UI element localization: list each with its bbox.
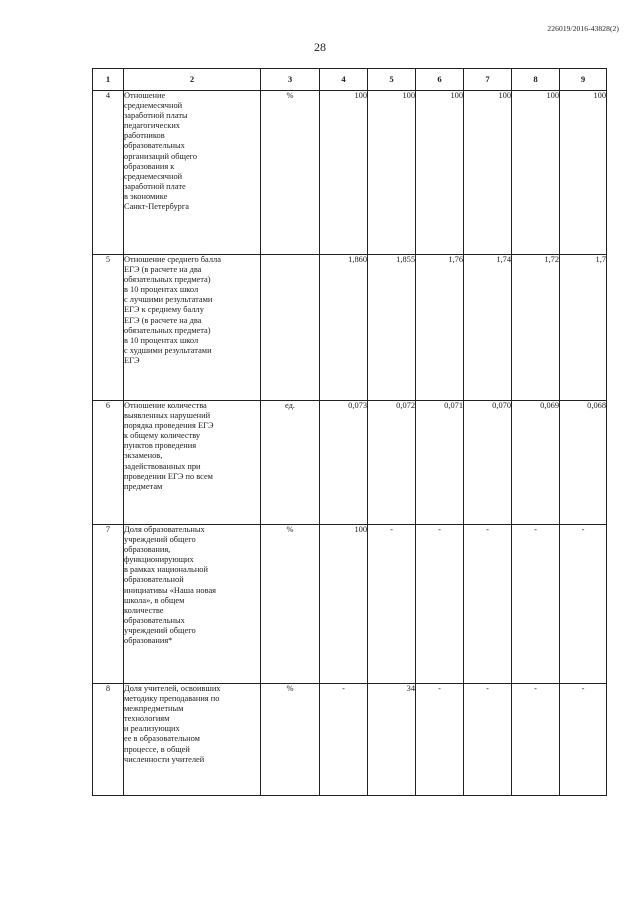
description-line: Отношение среднего балла xyxy=(124,255,221,264)
value-cell: 0,073 xyxy=(320,401,368,525)
description-line: работников xyxy=(124,131,165,141)
value-cell: 1,74 xyxy=(464,255,512,401)
unit-cell: % xyxy=(261,684,320,796)
description-line: Отношение количества xyxy=(124,401,207,410)
value-cell: 100 xyxy=(320,525,368,684)
column-header: 7 xyxy=(464,69,512,91)
description-line: образования* xyxy=(124,636,173,646)
value-cell: 34 xyxy=(368,684,416,796)
description-line: процессе, в общей xyxy=(124,744,190,754)
description-line: педагогических xyxy=(124,121,180,131)
row-number: 7 xyxy=(93,525,124,684)
column-header: 8 xyxy=(512,69,560,91)
table-row xyxy=(93,91,607,255)
indicator-description xyxy=(124,525,261,684)
value-cell: - xyxy=(464,684,512,796)
description-line: задействованных при xyxy=(124,461,201,471)
indicator-description xyxy=(124,401,261,525)
column-header: 5 xyxy=(368,69,416,91)
description-line: Доля образовательных xyxy=(124,525,205,534)
row-number: 8 xyxy=(93,684,124,796)
description-line: предметам xyxy=(124,481,163,491)
value-cell: - xyxy=(560,684,607,796)
description-line: порядка проведения ЕГЭ xyxy=(124,421,214,431)
description-line: школа», в общем xyxy=(124,595,185,605)
description-line: образовательных xyxy=(124,141,185,151)
table-row xyxy=(93,684,607,796)
description-line: учреждений общего xyxy=(124,625,196,635)
value-cell: 0,070 xyxy=(464,401,512,525)
description-line: заработной платы xyxy=(124,111,188,121)
description-line: функционирующих xyxy=(124,555,194,565)
value-cell: 1,7 xyxy=(560,255,607,401)
value-cell: - xyxy=(560,525,607,684)
column-header: 4 xyxy=(320,69,368,91)
value-cell: 100 xyxy=(368,91,416,255)
column-header: 1 xyxy=(93,69,124,91)
row-number: 6 xyxy=(93,401,124,525)
column-header: 6 xyxy=(416,69,464,91)
description-line: с лучшими результатами xyxy=(124,295,213,305)
description-line: к общему количеству xyxy=(124,431,201,441)
value-cell: 1,72 xyxy=(512,255,560,401)
value-cell: - xyxy=(416,684,464,796)
description-line: методику преподавания по xyxy=(124,694,220,704)
value-cell: 100 xyxy=(512,91,560,255)
description-line: и реализующих xyxy=(124,724,180,734)
description-line: заработной плате xyxy=(124,181,186,191)
table-row xyxy=(93,255,607,401)
description-line: ЕГЭ (в расчете на два xyxy=(124,265,202,275)
value-cell: 1,860 xyxy=(320,255,368,401)
value-cell: - xyxy=(416,525,464,684)
description-line: образования, xyxy=(124,545,171,555)
description-line: межпредметным xyxy=(124,704,184,714)
description-line: численности учителей xyxy=(124,754,205,764)
column-header: 2 xyxy=(124,69,261,91)
row-number: 4 xyxy=(93,91,124,255)
description-line: в экономике xyxy=(124,191,168,201)
description-line: Отношение xyxy=(124,91,166,100)
value-cell: 1,76 xyxy=(416,255,464,401)
document-number: 226019/2016-43828(2) xyxy=(547,24,619,33)
description-line: ЕГЭ xyxy=(124,355,140,365)
indicator-description xyxy=(124,255,261,401)
value-cell: 1,855 xyxy=(368,255,416,401)
description-line: инициативы «Наша новая xyxy=(124,585,217,595)
value-cell: 0,071 xyxy=(416,401,464,525)
description-line: обязательных предмета) xyxy=(124,275,211,285)
value-cell: - xyxy=(512,525,560,684)
description-line: количестве xyxy=(124,605,164,615)
column-header: 3 xyxy=(261,69,320,91)
description-line: пунктов проведения xyxy=(124,441,197,451)
unit-cell: ед. xyxy=(261,401,320,525)
unit-cell: % xyxy=(261,525,320,684)
description-line: ЕГЭ (в расчете на два xyxy=(124,315,202,325)
value-cell: 0,068 xyxy=(560,401,607,525)
description-line: проведении ЕГЭ по всем xyxy=(124,471,213,481)
value-cell: 0,069 xyxy=(512,401,560,525)
value-cell: - xyxy=(320,684,368,796)
value-cell: 100 xyxy=(416,91,464,255)
indicators-table xyxy=(92,68,607,796)
description-line: учреждений общего xyxy=(124,535,196,545)
value-cell: 100 xyxy=(464,91,512,255)
value-cell: 100 xyxy=(560,91,607,255)
description-line: среднемесячной xyxy=(124,101,183,111)
indicator-description xyxy=(124,684,261,796)
value-cell: - xyxy=(512,684,560,796)
description-line: образования к xyxy=(124,161,175,171)
description-line: технологиям xyxy=(124,714,170,724)
value-cell: 0,072 xyxy=(368,401,416,525)
unit-cell xyxy=(261,255,320,401)
description-line: Санкт-Петербурга xyxy=(124,202,189,212)
description-line: образовательных xyxy=(124,615,185,625)
description-line: с худшими результатами xyxy=(124,345,212,355)
table-row xyxy=(93,401,607,525)
description-line: образовательной xyxy=(124,575,184,585)
description-line: Доля учителей, освоивших xyxy=(124,684,221,693)
page-number: 28 xyxy=(314,40,326,54)
description-line: выявленных нарушений xyxy=(124,411,211,421)
description-line: в 10 процентах школ xyxy=(124,285,199,295)
indicator-description xyxy=(124,91,261,255)
description-line: обязательных предмета) xyxy=(124,325,211,335)
description-line: экзаменов, xyxy=(124,451,163,461)
table-row xyxy=(93,525,607,684)
description-line: ЕГЭ к среднему баллу xyxy=(124,305,204,315)
column-header: 9 xyxy=(560,69,607,91)
value-cell: - xyxy=(464,525,512,684)
description-line: среднемесячной xyxy=(124,171,183,181)
description-line: в 10 процентах школ xyxy=(124,335,199,345)
description-line: в рамках национальной xyxy=(124,565,208,575)
unit-cell: % xyxy=(261,91,320,255)
description-line: ее в образовательном xyxy=(124,734,200,744)
row-number: 5 xyxy=(93,255,124,401)
column-number-row xyxy=(93,69,607,91)
value-cell: - xyxy=(368,525,416,684)
description-line: организаций общего xyxy=(124,151,198,161)
value-cell: 100 xyxy=(320,91,368,255)
